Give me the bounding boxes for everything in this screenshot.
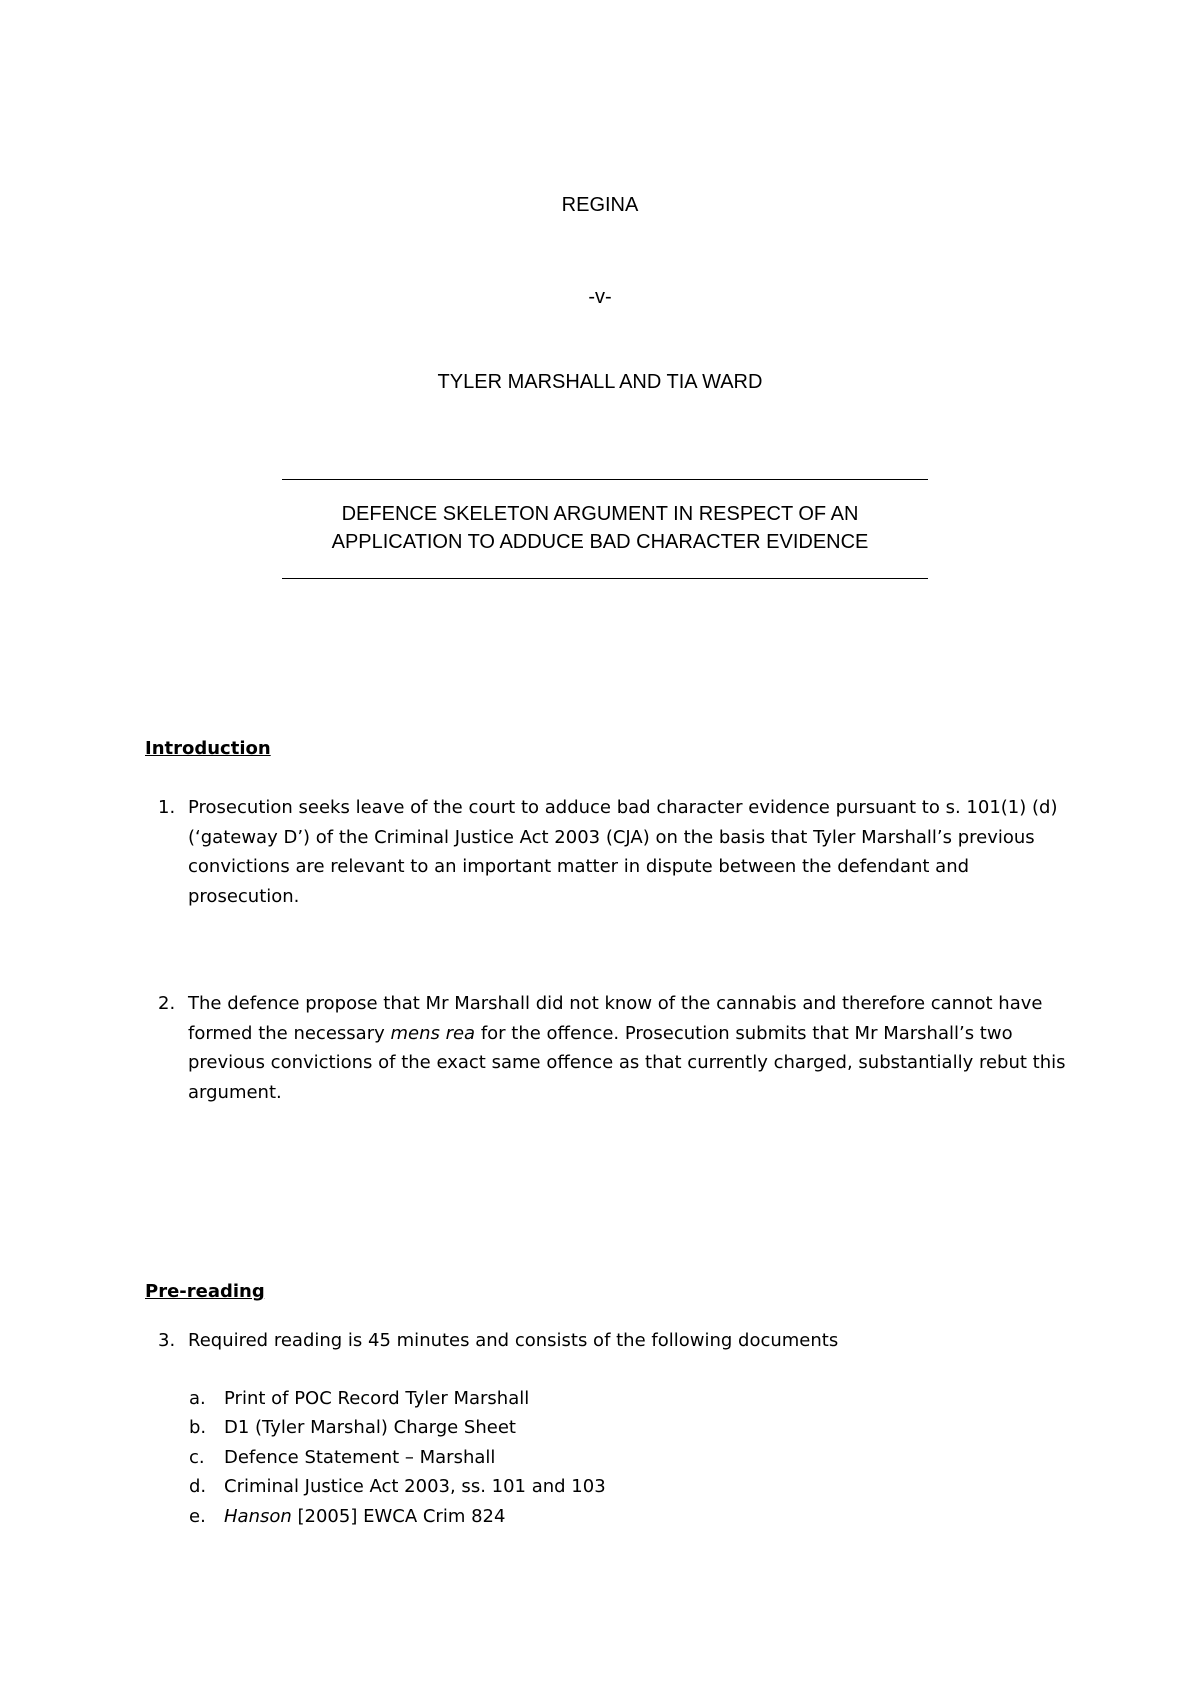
case-name: Hanson (224, 1506, 292, 1527)
paragraph-text (188, 989, 1068, 1107)
document-title-line1: DEFENCE SKELETON ARGUMENT IN RESPECT OF AN (341, 503, 859, 525)
title-rule-bottom (282, 578, 928, 579)
list-letter: a. (189, 1388, 206, 1409)
list-item-d (189, 1472, 606, 1502)
section-heading-introduction: Introduction (145, 738, 271, 759)
list-text: Print of POC Record Tyler Marshall (224, 1388, 530, 1409)
list-letter: e. (189, 1506, 206, 1527)
list-letter: d. (189, 1476, 207, 1497)
list-letter: b. (189, 1417, 207, 1438)
list-item-c (189, 1443, 496, 1473)
list-text: [2005] EWCA Crim 824 (291, 1506, 506, 1527)
list-item-b (189, 1413, 516, 1443)
list-text: Criminal Justice Act 2003, ss. 101 and 103 (224, 1476, 606, 1497)
section-heading-pre-reading: Pre-reading (145, 1281, 265, 1302)
paragraph-number: 3. (158, 1330, 176, 1351)
list-item-a (189, 1384, 530, 1414)
paragraph-text-start: The defence propose that Mr Marshall did not know of the cannabis and therefore cannot have formed the necessary (188, 993, 1043, 1044)
paragraph-text: Prosecution seeks leave of the court to adduce bad character evidence pursuant to s. 101(1) (d) (‘gateway D’) of the Criminal Justice Act 2003 (CJA) on the basis that Tyler Marshall’s previous convictions are relevant to an important matter in dispute between the defendant and prosecution. (188, 797, 1058, 907)
list-text: D1 (Tyler Marshal) Charge Sheet (224, 1417, 516, 1438)
document-title-line2: APPLICATION TO ADDUCE BAD CHARACTER EVIDENCE (331, 531, 869, 553)
party-one: REGINA (561, 194, 639, 216)
list-letter: c. (189, 1447, 205, 1468)
list-text: Defence Statement – Marshall (224, 1447, 496, 1468)
party-two: TYLER MARSHALL AND TIA WARD (437, 371, 763, 393)
list-item-e (189, 1502, 506, 1532)
versus: -v- (588, 286, 612, 308)
title-rule-top (282, 479, 928, 480)
latin-term: mens rea (390, 1022, 476, 1044)
paragraph-number: 2. (158, 993, 176, 1014)
paragraph-2 (158, 989, 1068, 1107)
paragraph-number: 1. (158, 797, 176, 818)
paragraph-text: Required reading is 45 minutes and consists of the following documents (188, 1330, 839, 1351)
paragraph-1 (158, 793, 1068, 911)
paragraph-text-end: for the offence. Prosecution submits that Mr Marshall’s two previous convictions of the exact same offence as that currently charged, substantially rebut this argument. (188, 1022, 1066, 1103)
paragraph-3 (158, 1326, 1068, 1356)
